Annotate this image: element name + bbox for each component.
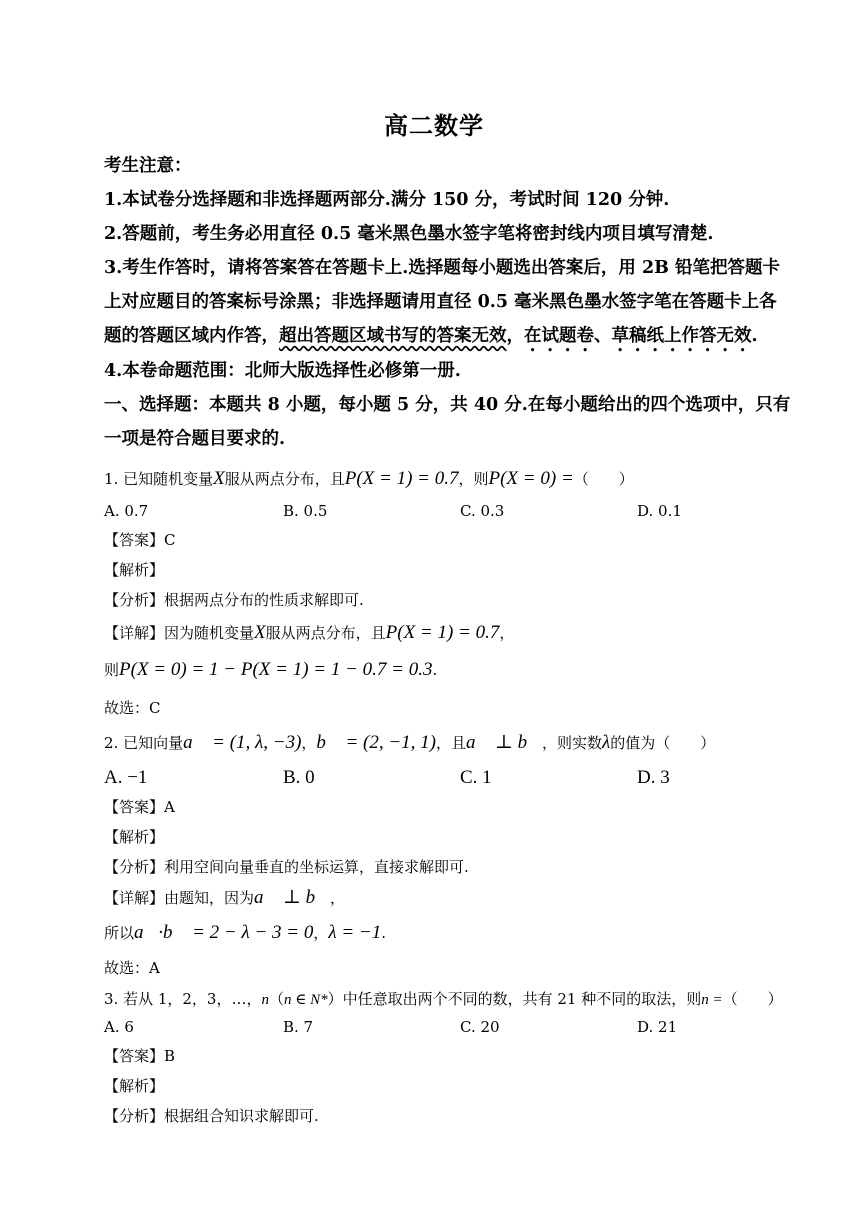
math-formula: a⃗·b⃗ = 2 − λ − 3 = 0 — [134, 922, 314, 943]
stem-text: 服从两点分布，且 — [224, 470, 345, 488]
notice-item-3-line-3 — [104, 322, 758, 356]
stem-text: （ — [268, 990, 284, 1008]
detail-text: 则 — [104, 661, 120, 679]
notice-text: 题的答题区域内作答， — [104, 326, 279, 346]
math-vector-b: b⃗ = (2, −1, 1) — [316, 732, 436, 753]
stem-text: ，且 — [436, 734, 467, 752]
stem-text: 2. 已知向量 — [104, 734, 184, 752]
notice-text: ， — [506, 326, 524, 346]
stem-blank: （ ） — [573, 470, 634, 488]
detail-text: 所以 — [104, 924, 135, 942]
question-3-answer: 【答案】B — [104, 1047, 176, 1065]
notice-item-4: 4.本卷命题范围：北师大版选择性必修第一册. — [104, 361, 461, 381]
question-2-choose: 故选：A — [104, 959, 160, 977]
question-2-option-a — [104, 767, 147, 789]
detail-text: . — [432, 661, 438, 679]
question-3-option-d: D. 21 — [637, 1018, 678, 1036]
math-formula: P(X = 0) = 1 − P(X = 1) = 1 − 0.7 = 0.3 — [119, 659, 433, 680]
detail-text: ， — [499, 624, 515, 642]
math-formula: P(X = 0) = — [488, 468, 574, 489]
math-formula: a⃗ ⊥ b⃗ — [254, 887, 330, 908]
section-1-heading-line-1: 一、选择题：本题共 8 小题，每小题 5 分，共 40 分.在每小题给出的四个选项中，只有 — [104, 395, 791, 415]
question-3-option-c: C. 20 — [460, 1018, 500, 1036]
notice-emphasis-wavy: 超出答题区域书写的答案无效 — [279, 326, 507, 346]
stem-text: 1. 已知随机变量 — [104, 470, 214, 488]
page-title: 高二数学 — [384, 111, 484, 140]
question-3-option-a: A. 6 — [104, 1018, 134, 1036]
question-2-detail — [104, 886, 345, 909]
detail-text: ， — [329, 889, 345, 907]
stem-text: 的值为（ ） — [610, 734, 716, 752]
stem-text: 3. 若从 1，2，3，…， — [104, 990, 262, 1008]
math-lambda: λ — [601, 732, 611, 753]
question-1-analysis: 【分析】根据两点分布的性质求解即可. — [104, 591, 364, 609]
question-1-detail-2 — [104, 659, 437, 681]
math-n: n — [261, 992, 269, 1008]
notice-heading: 考生注意： — [104, 156, 192, 176]
notice-item-2: 2.答题前，考生务必用直径 0.5 毫米黑色墨水签字笔将密封线内项目填写清楚. — [104, 224, 714, 244]
question-2-detail-2 — [104, 922, 386, 944]
detail-text: 【详解】由题知，因为 — [104, 889, 255, 907]
question-1-detail — [104, 622, 514, 644]
stem-text: ， — [301, 734, 317, 752]
option-text: A. −1 — [104, 767, 148, 788]
question-1-choose: 故选：C — [104, 699, 161, 717]
question-1-jiexi: 【解析】 — [104, 561, 165, 579]
detail-text: . — [381, 924, 387, 942]
stem-text: ）中任意取出两个不同的数，共有 21 种不同的取法，则 — [327, 990, 702, 1008]
stem-blank: （ ） — [722, 990, 783, 1008]
option-text: D. 3 — [637, 767, 670, 788]
notice-text: . — [751, 326, 758, 346]
question-1-stem — [104, 468, 634, 490]
math-formula: λ = −1 — [328, 922, 382, 943]
option-text: B. 0 — [283, 767, 315, 788]
question-3-jiexi: 【解析】 — [104, 1077, 165, 1095]
section-1-heading-line-2: 一项是符合题目要求的. — [104, 429, 286, 449]
notice-item-3-line-1: 3.考生作答时，请将答案答在答题卡上.选择题每小题选出答案后，用 2B 铅笔把答题卡 — [104, 258, 781, 278]
question-1-answer: 【答案】C — [104, 531, 176, 549]
question-3-option-b: B. 7 — [283, 1018, 314, 1036]
question-1-option-d: D. 0.1 — [637, 502, 682, 520]
math-x: X — [254, 622, 266, 643]
question-3-analysis: 【分析】根据组合知识求解即可. — [104, 1107, 319, 1125]
stem-text: ，则 — [458, 470, 489, 488]
math-x: X — [213, 468, 225, 489]
option-text: C. 1 — [460, 767, 492, 788]
question-1-option-b: B. 0.5 — [283, 502, 328, 520]
math-formula: P(X = 1) = 0.7 — [385, 622, 500, 643]
math-formula: n = — [701, 992, 723, 1008]
question-3-stem — [104, 988, 783, 1009]
detail-text: 服从两点分布，且 — [265, 624, 386, 642]
notice-emphasis-dotted: 在试题卷、草稿纸上作答无效 — [524, 326, 752, 346]
question-2-option-b — [283, 767, 315, 789]
math-formula: P(X = 1) = 0.7 — [344, 468, 459, 489]
question-2-stem — [104, 731, 715, 754]
notice-item-3-line-2: 上对应题目的答案标号涂黑；非选择题请用直径 0.5 毫米黑色墨水签字笔在答题卡上各 — [104, 292, 777, 312]
detail-text: ， — [313, 924, 329, 942]
question-2-jiexi: 【解析】 — [104, 828, 165, 846]
detail-text: 【详解】因为随机变量 — [104, 624, 255, 642]
math-formula: a⃗ ⊥ b⃗ — [466, 732, 542, 753]
stem-text: ，则实数 — [541, 734, 602, 752]
question-2-option-c — [460, 767, 492, 789]
question-1-option-a: A. 0.7 — [104, 502, 149, 520]
math-formula: n ∈ N* — [284, 992, 328, 1008]
question-2-answer: 【答案】A — [104, 798, 175, 816]
notice-item-1: 1.本试卷分选择题和非选择题两部分.满分 150 分，考试时间 120 分钟. — [104, 190, 670, 210]
question-2-option-d — [637, 767, 670, 789]
question-1-option-c: C. 0.3 — [460, 502, 505, 520]
question-2-analysis: 【分析】利用空间向量垂直的坐标运算，直接求解即可. — [104, 858, 469, 876]
math-vector-a: a⃗ = (1, λ, −3) — [183, 732, 302, 753]
